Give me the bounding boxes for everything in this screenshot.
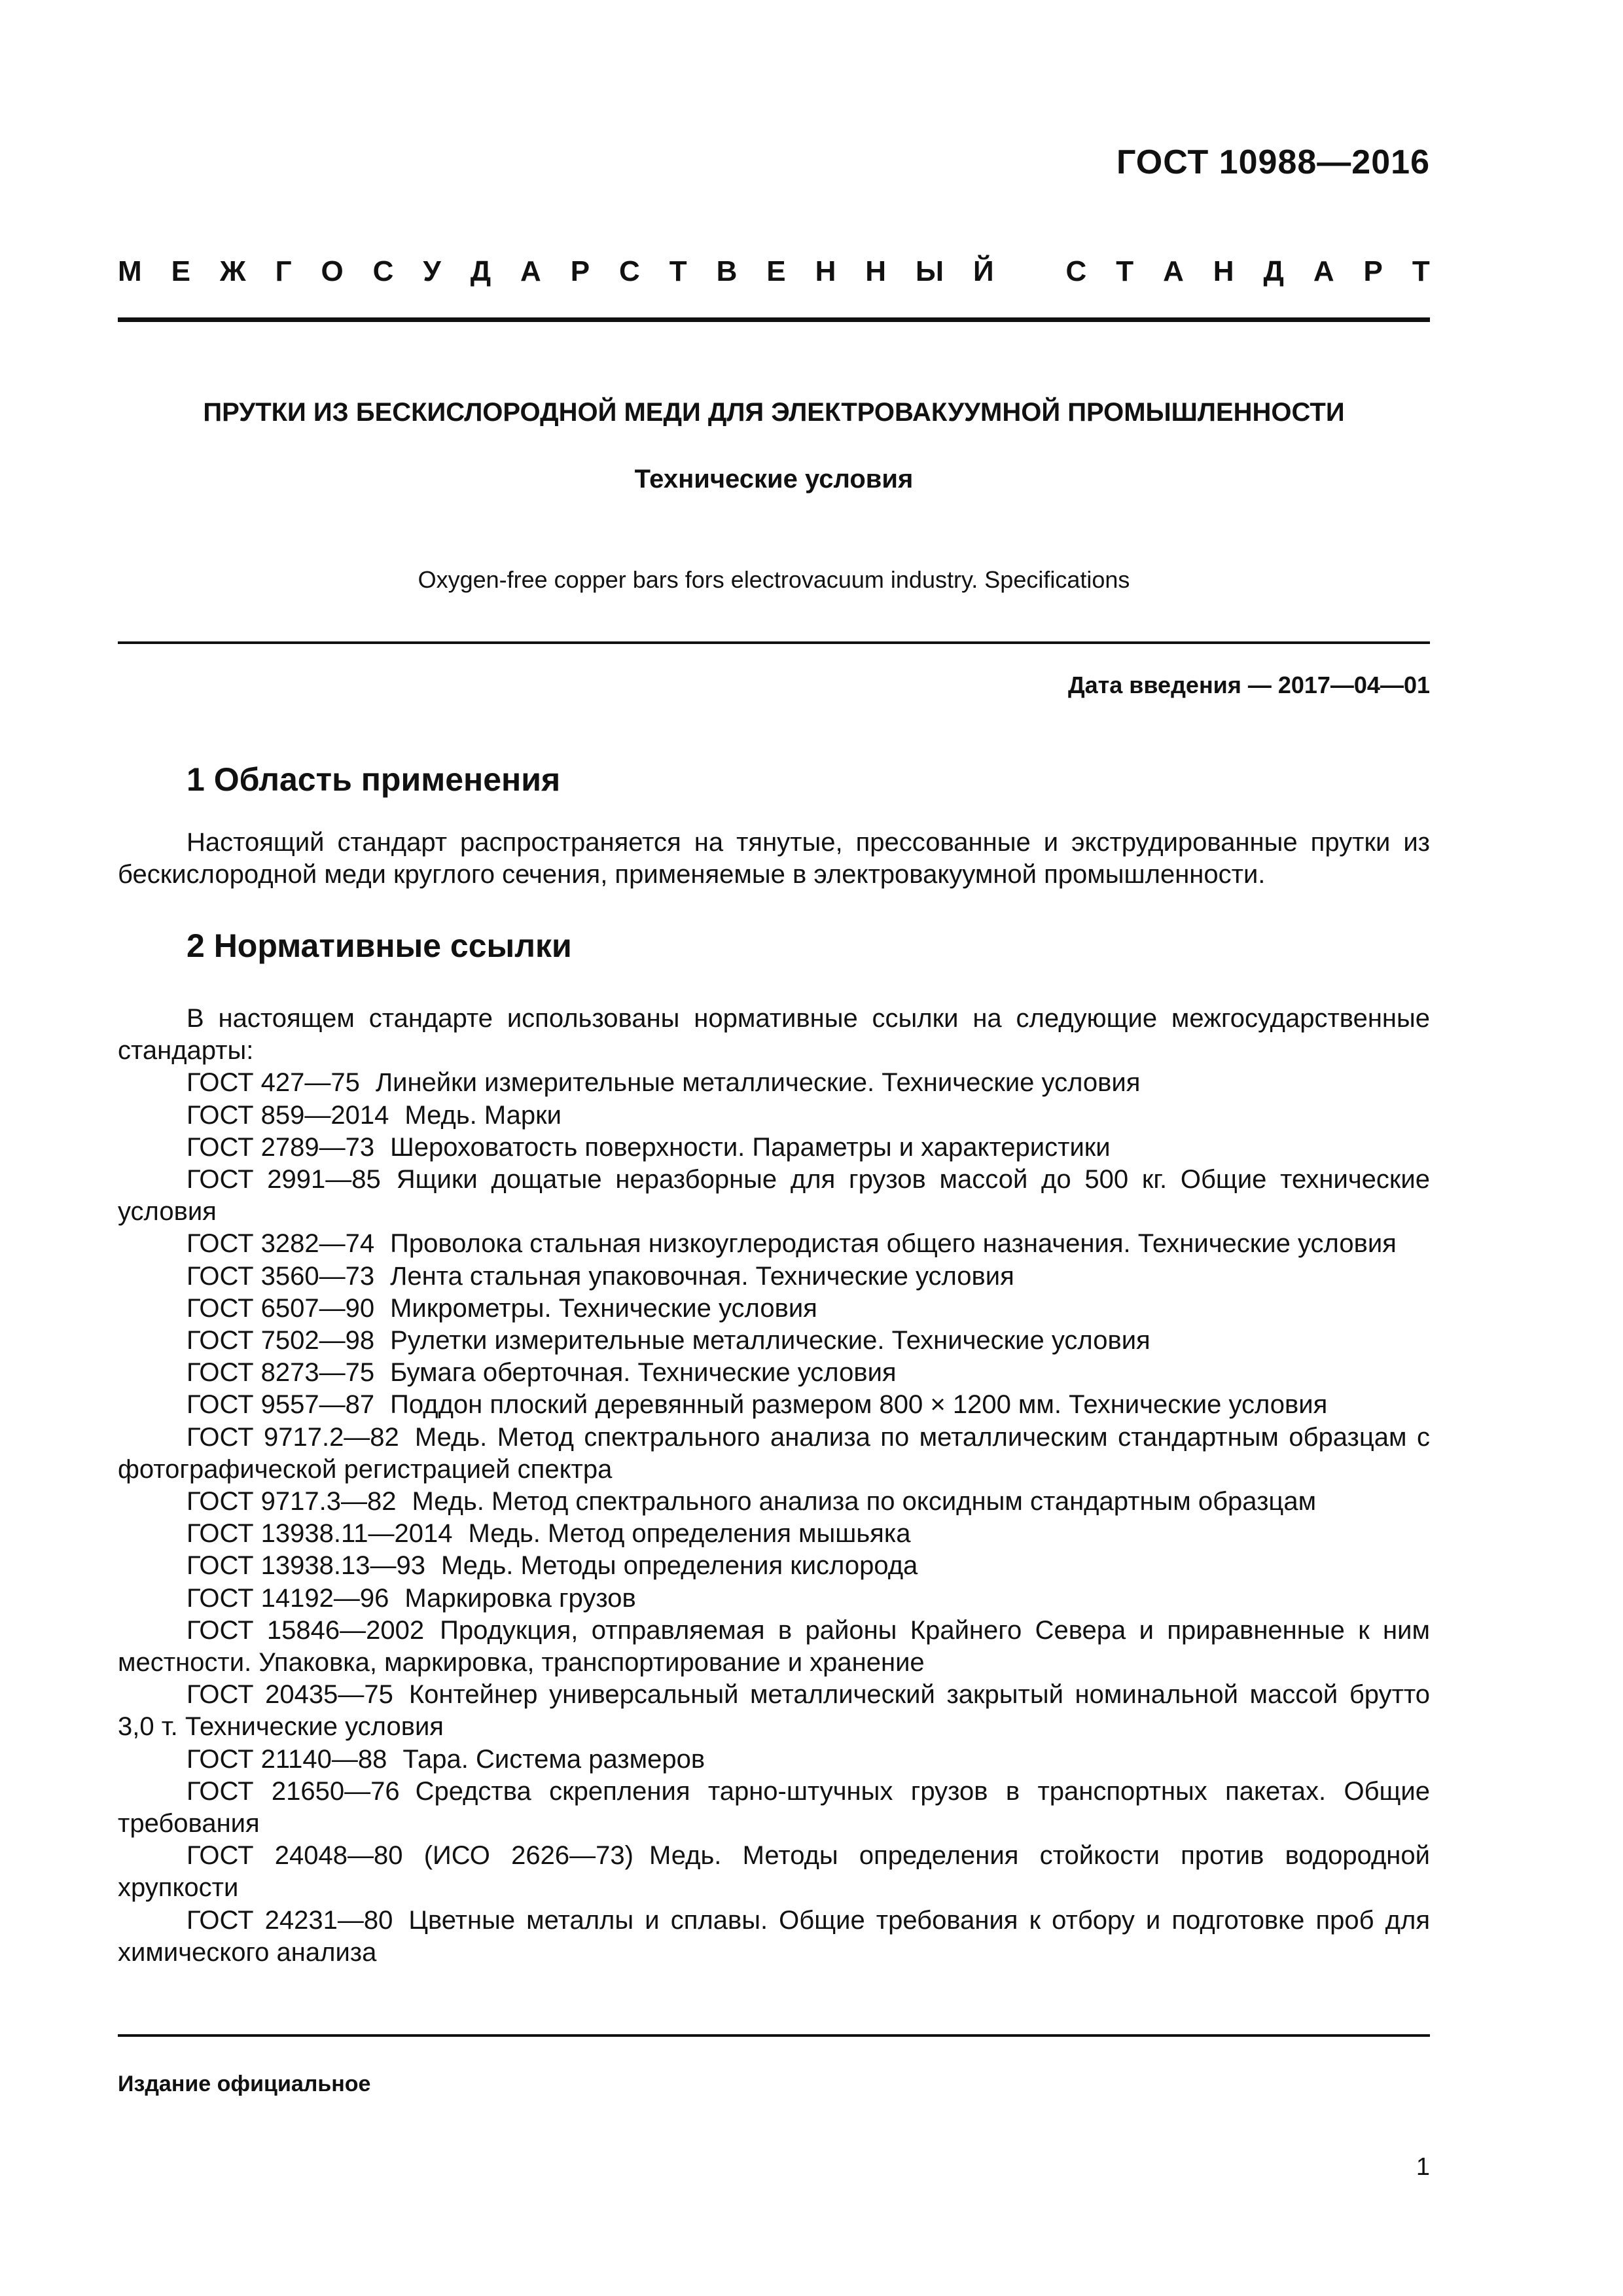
standard-type-letter: А [520, 255, 541, 287]
normative-reference [118, 1132, 1430, 1164]
normative-reference [118, 1389, 1430, 1421]
reference-code: ГОСТ 24048—80 (ИСО 2626—73) [187, 1841, 633, 1871]
reference-code: ГОСТ 3282—74 [187, 1229, 375, 1259]
standard-type-heading [118, 255, 1430, 288]
reference-code: ГОСТ 9717.3—82 [187, 1487, 397, 1516]
footer-divider [118, 2034, 1430, 2037]
standard-type-letter: Ы [916, 255, 944, 287]
reference-title: Медь. Методы определения кислорода [440, 1551, 918, 1581]
reference-title: Маркировка грузов [404, 1583, 636, 1613]
reference-title: Медь. Методы определения стойкости против водородной хрупкости [118, 1841, 1430, 1903]
reference-title: Медь. Марки [404, 1100, 562, 1130]
standard-type-letter: Н [1213, 255, 1234, 287]
normative-reference [118, 1776, 1430, 1840]
normative-reference [118, 1261, 1430, 1293]
normative-reference [118, 1164, 1430, 1228]
document-subtitle: Технические условия [634, 465, 914, 493]
reference-title: Продукция, отправляемая в районы Крайнего Севера и приравненные к ним местности. Упаковка, маркировка, транспортирование и хранение [118, 1615, 1430, 1677]
normative-reference [118, 1325, 1430, 1357]
edition-note: Издание официальное [118, 2072, 371, 2096]
normative-reference [118, 1840, 1430, 1904]
section-1-paragraph: Настоящий стандарт распространяется на тянутые, прессованные и экструдированные прутки из бескислородной меди круглого сечения, применяемые в электровакуумной промышленности. [118, 828, 1430, 889]
normative-reference [118, 1422, 1430, 1486]
page-number: 1 [1416, 2153, 1430, 2181]
standard-type-letter: Т [1412, 255, 1430, 287]
reference-title: Медь. Метод спектрального анализа по металлическим стандартным образцам с фотографической регистрацией спектра [118, 1422, 1430, 1484]
section-2-body [118, 1003, 1430, 1969]
introduction-date: Дата введения — 2017—04—01 [1067, 672, 1430, 698]
normative-reference [118, 1905, 1430, 1969]
reference-code: ГОСТ 15846—2002 [187, 1615, 425, 1645]
reference-code: ГОСТ 21650—76 [187, 1776, 400, 1806]
reference-code: ГОСТ 20435—75 [187, 1680, 393, 1710]
reference-title: Тара. Система размеров [402, 1744, 705, 1774]
reference-code: ГОСТ 8273—75 [187, 1358, 375, 1388]
section-1-body [118, 827, 1430, 891]
reference-title: Линейки измерительные металлические. Технические условия [375, 1068, 1141, 1098]
standard-type-letter: Р [570, 255, 590, 287]
standard-type-letter: Е [766, 255, 786, 287]
reference-title: Контейнер универсальный металлический закрытый номинальной массой брутто 3,0 т. Технические условия [118, 1680, 1431, 1742]
standard-type-letter: В [716, 255, 738, 287]
standard-type-letter: А [1313, 255, 1334, 287]
normative-reference [118, 1486, 1430, 1518]
standard-type-letter: Г [275, 255, 292, 287]
section-2-heading: 2 Нормативные ссылки [187, 927, 572, 964]
reference-title: Бумага оберточная. Технические условия [390, 1358, 897, 1388]
section-2-intro: В настоящем стандарте использованы нормативные ссылки на следующие межгосударственные стандарты: [118, 1004, 1430, 1066]
reference-title: Лента стальная упаковочная. Технические условия [390, 1261, 1014, 1291]
reference-code: ГОСТ 9557—87 [187, 1390, 375, 1420]
normative-reference [118, 1615, 1430, 1679]
standard-type-letter: О [321, 255, 344, 287]
standard-type-letter: С [619, 255, 640, 287]
reference-code: ГОСТ 24231—80 [187, 1905, 393, 1935]
standard-type-letter: У [423, 255, 441, 287]
standard-type-letter: С [1065, 255, 1087, 287]
standard-type-letter: С [372, 255, 394, 287]
reference-title: Медь. Метод спектрального анализа по оксидным стандартным образцам [412, 1487, 1317, 1516]
reference-title: Поддон плоский деревянный размером 800 × 1200 мм. Технические условия [390, 1390, 1328, 1420]
normative-reference [118, 1583, 1430, 1615]
standard-type-letter: Д [470, 255, 491, 287]
standard-type-letter: Е [171, 255, 190, 287]
normative-reference [118, 1293, 1430, 1325]
standard-type-letter: Р [1363, 255, 1383, 287]
document-title: ПРУТКИ ИЗ БЕСКИСЛОРОДНОЙ МЕДИ ДЛЯ ЭЛЕКТРОВАКУУМНОЙ ПРОМЫШЛЕННОСТИ [203, 398, 1345, 427]
reference-title: Средства скрепления тарно-штучных грузов в транспортных пакетах. Общие требования [118, 1776, 1430, 1839]
reference-code: ГОСТ 3560—73 [187, 1261, 375, 1291]
standard-type-letter: Н [815, 255, 836, 287]
reference-title: Проволока стальная низкоуглеродистая общего назначения. Технические условия [390, 1229, 1397, 1259]
normative-reference [118, 1550, 1430, 1582]
normative-reference [118, 1228, 1430, 1260]
standard-type-gap [1024, 255, 1037, 288]
reference-code: ГОСТ 6507—90 [187, 1293, 375, 1323]
reference-code: ГОСТ 2991—85 [187, 1165, 381, 1194]
reference-code: ГОСТ 427—75 [187, 1068, 360, 1098]
standard-type-letter: Т [669, 255, 687, 287]
reference-code: ГОСТ 14192—96 [187, 1583, 389, 1613]
normative-reference [118, 1744, 1430, 1776]
reference-title: Цветные металлы и сплавы. Общие требования к отбору и подготовке проб для химического анализа [118, 1905, 1430, 1967]
standard-type-letter: Ж [219, 255, 246, 287]
header-divider [118, 317, 1430, 322]
normative-reference [118, 1357, 1430, 1389]
reference-title: Рулетки измерительные металлические. Технические условия [390, 1326, 1150, 1355]
reference-code: ГОСТ 7502—98 [187, 1326, 375, 1355]
english-title: Oxygen-free copper bars fors electrovacuum industry. Specifications [418, 566, 1130, 593]
normative-reference [118, 1100, 1430, 1132]
standard-type-letter: А [1163, 255, 1184, 287]
reference-code: ГОСТ 2789—73 [187, 1132, 375, 1162]
reference-title: Шероховатость поверхности. Параметры и характеристики [390, 1132, 1111, 1162]
standard-type-letter: М [118, 255, 142, 287]
standard-type-letter: Н [865, 255, 887, 287]
standard-type-letter: Д [1263, 255, 1284, 287]
reference-code: ГОСТ 13938.11—2014 [187, 1519, 453, 1549]
reference-code: ГОСТ 13938.13—93 [187, 1551, 425, 1581]
reference-title: Медь. Метод определения мышьяка [468, 1519, 911, 1549]
standard-type-letter: Й [973, 255, 994, 287]
document-number: ГОСТ 10988—2016 [1116, 143, 1430, 181]
section-1-heading: 1 Область применения [187, 761, 561, 798]
title-divider [118, 641, 1430, 644]
normative-reference [118, 1518, 1430, 1550]
reference-title: Ящики дощатые неразборные для грузов массой до 500 кг. Общие технические условия [118, 1165, 1431, 1227]
normative-reference [118, 1679, 1430, 1743]
normative-reference [118, 1067, 1430, 1099]
standard-type-letter: Т [1116, 255, 1134, 287]
reference-title: Микрометры. Технические условия [390, 1293, 817, 1323]
reference-code: ГОСТ 859—2014 [187, 1100, 389, 1130]
reference-code: ГОСТ 21140—88 [187, 1744, 387, 1774]
reference-code: ГОСТ 9717.2—82 [187, 1422, 399, 1452]
